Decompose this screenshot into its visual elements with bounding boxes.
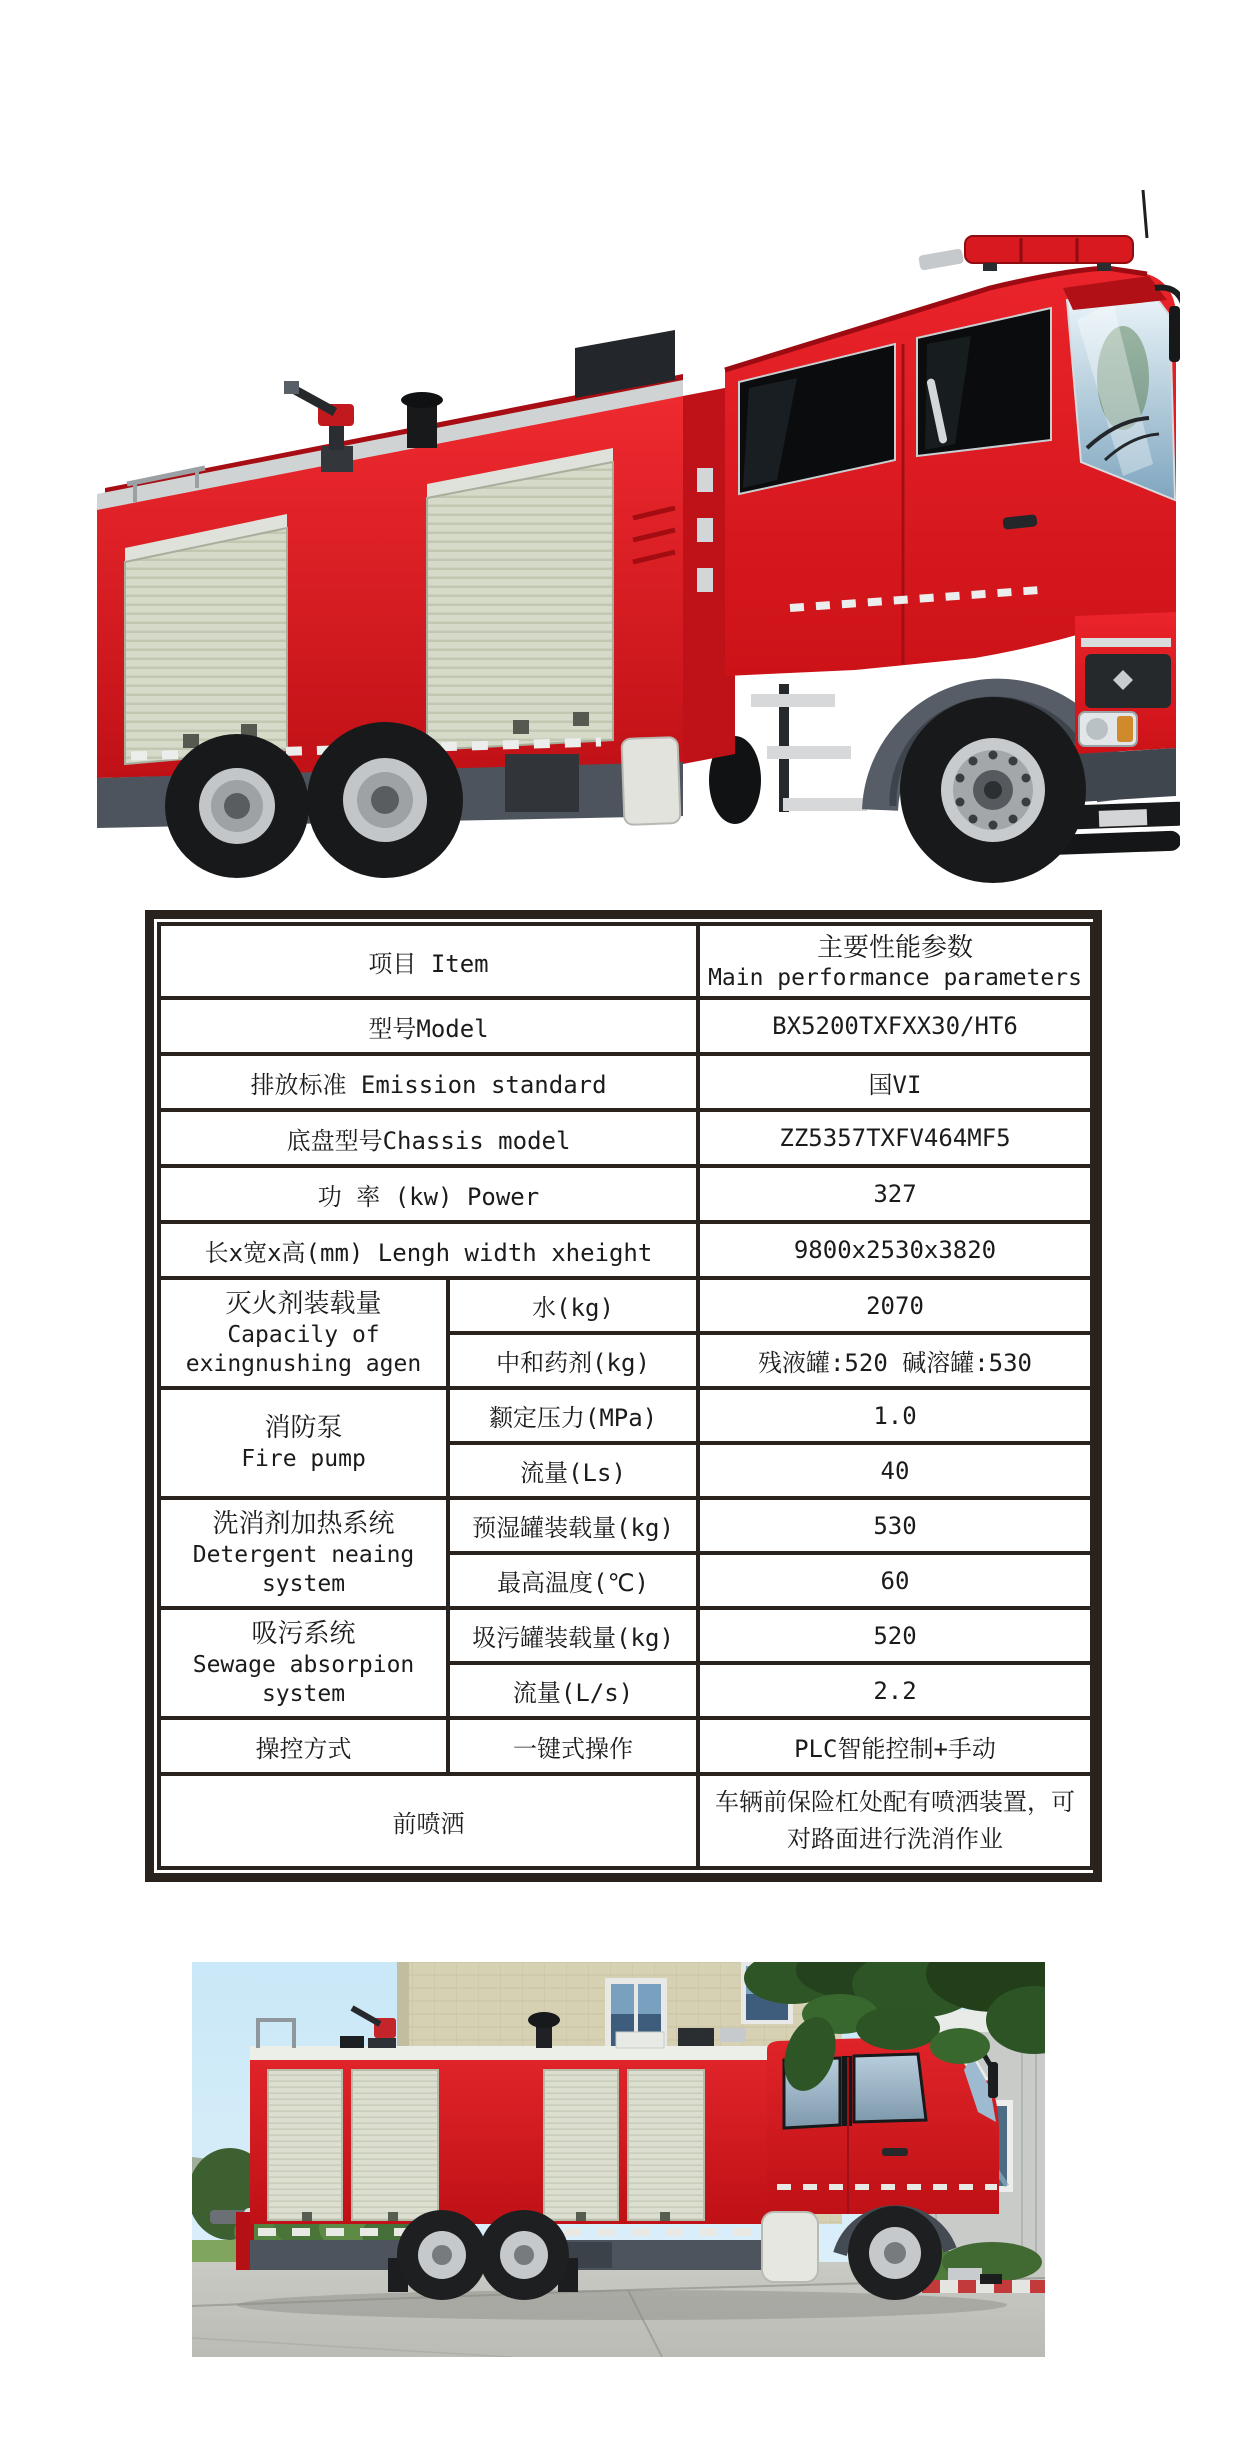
spec-value: PLC智能控制+手动 xyxy=(698,1718,1092,1774)
air-horn xyxy=(918,248,964,270)
spec-sublabel: 流量(Ls) xyxy=(448,1443,698,1498)
cab xyxy=(725,190,1180,676)
equipment-door-panel xyxy=(762,2212,818,2282)
turn-signal xyxy=(1117,716,1133,742)
spec-sublabel: 颣定压力(MPa) xyxy=(448,1388,698,1443)
floodlight xyxy=(340,2036,364,2048)
spec-value: 车辆前保险杠处配有喷洒装置，可对路面进行洗消作业 xyxy=(698,1774,1092,1868)
roll-up-shutter-mid xyxy=(427,448,613,750)
antenna xyxy=(1143,190,1147,238)
bumper-step xyxy=(1099,809,1148,827)
spec-sublabel: 预湿罐装载量(kg) xyxy=(448,1498,698,1553)
group-line: 吸污系统 xyxy=(251,1618,356,1649)
spec-sublabel: 最高温度(℃) xyxy=(448,1553,698,1608)
spec-label: 操控方式 xyxy=(159,1718,448,1774)
roll-up-shutter-rear xyxy=(125,514,287,764)
cab-step xyxy=(751,694,835,707)
header-params-cn: 主要性能参数 xyxy=(816,932,973,963)
rear-body xyxy=(97,330,683,778)
group-line: 洗消剂加热系统 xyxy=(212,1508,395,1539)
table-row xyxy=(159,1278,1092,1333)
beacon-bar xyxy=(965,190,1147,271)
table-row xyxy=(159,1054,1092,1110)
spec-label: 功 率 (kw) Power xyxy=(159,1166,698,1222)
spec-table-wrap xyxy=(145,910,1102,1882)
door-window xyxy=(854,2054,926,2122)
table-row xyxy=(159,1718,1092,1774)
spec-value: 残液罐:520 碱溶罐:530 xyxy=(698,1333,1092,1388)
truck-front-photo xyxy=(35,48,1180,883)
spec-value: 9800x2530x3820 xyxy=(698,1222,1092,1278)
spec-sublabel: 水(kg) xyxy=(448,1278,698,1333)
spec-value: 40 xyxy=(698,1443,1092,1498)
spec-value: 327 xyxy=(698,1166,1092,1222)
truck-side-illustration xyxy=(192,1962,1045,2357)
truck-front-illustration xyxy=(35,48,1180,883)
spec-table xyxy=(157,922,1094,1870)
group-label-pump xyxy=(159,1388,448,1498)
group-line: system xyxy=(261,1680,346,1707)
table-row xyxy=(159,1608,1092,1663)
spec-value: 2.2 xyxy=(698,1663,1092,1718)
side-truck xyxy=(236,2008,1002,2300)
door-handle xyxy=(882,2148,908,2156)
group-line: Fire pump xyxy=(241,1446,366,1472)
cab-step xyxy=(783,798,867,811)
group-line: Detergent neaing xyxy=(192,1541,415,1568)
mirror xyxy=(1169,306,1180,362)
spec-value: 国VI xyxy=(698,1054,1092,1110)
mirror xyxy=(988,2062,998,2098)
spec-label: 型号Model xyxy=(159,998,698,1054)
spec-value: 520 xyxy=(698,1608,1092,1663)
spec-label: 底盘型号Chassis model xyxy=(159,1110,698,1166)
header-params-cell xyxy=(698,924,1092,998)
table-row xyxy=(159,1498,1092,1553)
group-line: system xyxy=(261,1570,346,1597)
group-line: Capacily of xyxy=(227,1321,380,1348)
group-label-sewage xyxy=(159,1608,448,1718)
group-line: 消防泵 xyxy=(264,1413,343,1443)
table-row xyxy=(159,1110,1092,1166)
spec-value: 1.0 xyxy=(698,1388,1092,1443)
cab-step xyxy=(767,746,851,759)
spec-value: BX5200TXFXX30/HT6 xyxy=(698,998,1092,1054)
table-row xyxy=(159,998,1092,1054)
table-header-row xyxy=(159,924,1092,998)
equipment-door-panel xyxy=(622,737,681,825)
spec-value: 2070 xyxy=(698,1278,1092,1333)
spec-sublabel: 一键式操作 xyxy=(448,1718,698,1774)
table-row xyxy=(159,1774,1092,1868)
group-line: exingnushing agen xyxy=(185,1350,422,1377)
front-step xyxy=(948,2268,982,2280)
siren-speaker xyxy=(678,2028,714,2046)
spec-label: 排放标准 Emission standard xyxy=(159,1054,698,1110)
spec-label: 前喷洒 xyxy=(159,1774,698,1868)
spec-value: ZZ5357TXFV464MF5 xyxy=(698,1110,1092,1166)
spec-sublabel: 圾污罐装载量(kg) xyxy=(448,1608,698,1663)
group-label-agent xyxy=(159,1278,448,1388)
front-wheel xyxy=(900,697,1086,883)
header-params-en: Main performance parameters xyxy=(708,964,1082,991)
spec-value: 60 xyxy=(698,1553,1092,1608)
spec-sublabel: 流量(L/s) xyxy=(448,1663,698,1718)
spec-sublabel: 中和药剂(kg) xyxy=(448,1333,698,1388)
group-line: 灭火剂装载量 xyxy=(225,1288,382,1319)
group-label-detergent xyxy=(159,1498,448,1608)
table-row xyxy=(159,1166,1092,1222)
truck-side-photo xyxy=(192,1962,1045,2357)
spec-value: 530 xyxy=(698,1498,1092,1553)
group-line: Sewage absorpion xyxy=(192,1651,415,1678)
roof-box xyxy=(616,2032,664,2048)
table-row xyxy=(159,1388,1092,1443)
header-item-cell: 项目 Item xyxy=(159,924,698,998)
table-row xyxy=(159,1222,1092,1278)
spec-label: 长x宽x高(mm) Lengh width xheight xyxy=(159,1222,698,1278)
